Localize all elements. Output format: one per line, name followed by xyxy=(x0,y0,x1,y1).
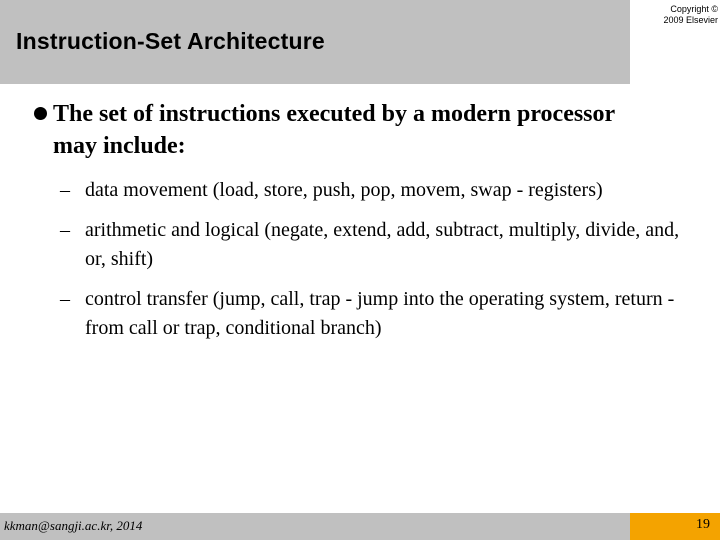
copyright-notice xyxy=(628,4,718,26)
sub-bullet-text: control transfer (jump, call, trap - jump into the operating system, return - from call or trap, conditional branch) xyxy=(85,288,675,339)
sub-bullet-data-movement xyxy=(60,176,700,205)
page-number: 19 xyxy=(696,517,710,532)
sub-bullet-text: arithmetic and logical (negate, extend, add, subtract, multiply, divide, and, or, shift) xyxy=(85,219,680,270)
main-bullet xyxy=(34,98,624,162)
copyright-line-2: 2009 Elsevier xyxy=(663,15,718,25)
main-bullet-text: The set of instructions executed by a modern processor may include: xyxy=(53,101,615,159)
footer-author: kkman@sangji.ac.kr, 2014 xyxy=(4,518,143,533)
bullet-dot-icon xyxy=(34,107,47,120)
sub-bullet-control-transfer xyxy=(60,285,700,343)
sub-bullet-list xyxy=(60,176,700,354)
dash-icon: – xyxy=(60,288,70,310)
title-bar xyxy=(0,0,630,84)
sub-bullet-arithmetic xyxy=(60,216,700,274)
dash-icon: – xyxy=(60,179,70,201)
sub-bullet-text: data movement (load, store, push, pop, movem, swap - registers) xyxy=(85,179,603,201)
dash-icon: – xyxy=(60,219,70,241)
slide-title: Instruction-Set Architecture xyxy=(16,28,325,54)
footer-page-box xyxy=(630,513,720,540)
copyright-line-1: Copyright © xyxy=(670,4,718,14)
footer-bar xyxy=(0,513,630,540)
